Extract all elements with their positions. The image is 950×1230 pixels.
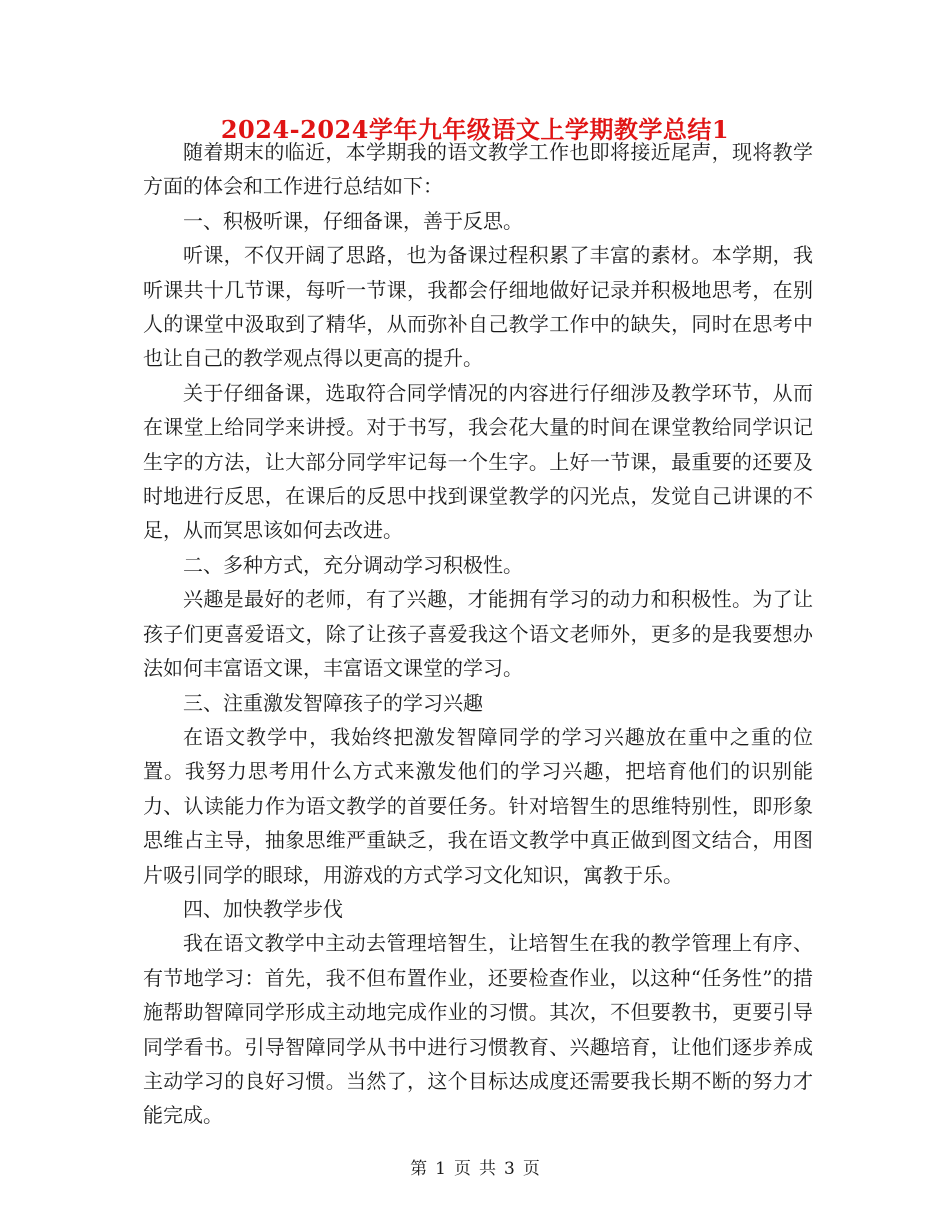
paragraph-motivation: 在语文教学中，我始终把激发智障同学的学习兴趣放在重中之重的位置。我努力思考用什么方式来激发他们的学习兴趣，把培育他们的识别能力、认读能力作为语文教学的首要任务。针对培智生的思维特别性，即形象思维占主导，抽象思维严重缺乏，我在语文教学中真正做到图文结合，用图片吸引同学的眼球，用游戏的方式学习文化知识，寓教于乐。 <box>143 724 813 887</box>
footer-page-label: 页 <box>454 1159 471 1179</box>
section-heading-4: 四、加快教学步伐 <box>183 896 343 921</box>
section-heading-1: 一、积极听课，仔细备课，善于反思。 <box>183 208 523 233</box>
paragraph-listening: 听课，不仅开阔了思路，也为备课过程积累了丰富的素材。本学期，我听课共十几节课，每听一节课，我都会仔细地做好记录并积极地思考，在别人的课堂中汲取到了精华，从而弥补自己教学工作中的缺失，同时在思考中也让自己的教学观点得以更高的提升。 <box>143 243 813 371</box>
section-heading-3: 三、注重激发智障孩子的学习兴趣 <box>183 690 483 715</box>
footer-suffix: 页 <box>522 1159 540 1179</box>
footer-prefix: 第 <box>410 1159 428 1179</box>
footer-current-page: 1 <box>435 1159 446 1179</box>
paragraph-intro: 随着期末的临近，本学期我的语文教学工作也即将接近尾声，现将教学方面的体会和工作进行总结如下： <box>143 140 813 199</box>
document-title: 2024-2024学年九年级语文上学期教学总结1 <box>220 115 730 144</box>
footer-total-label: 共 <box>479 1159 496 1179</box>
page-footer <box>0 1154 950 1179</box>
paragraph-preparation: 关于仔细备课，选取符合同学情况的内容进行仔细涉及教学环节，从而在课堂上给同学来讲授。对于书写，我会花大量的时间在课堂教给同学识记生字的方法，让大部分同学牢记每一个生字。上好一节课，最重要的还要及时地进行反思，在课后的反思中找到课堂教学的闪光点，发觉自己讲课的不足，从而冥思该如何去改进。 <box>143 380 813 543</box>
footer-total-pages: 3 <box>504 1159 515 1179</box>
paragraph-management: 我在语文教学中主动去管理培智生，让培智生在我的教学管理上有序、有节地学习：首先，我不但布置作业，还要检查作业，以这种“任务性”的措施帮助智障同学形成主动地完成作业的习惯。其次，不但要教书，更要引导同学看书。引导智障同学从书中进行习惯教育、兴趣培育，让他们逐步养成主动学习的良好习惯。当然了，这个目标达成度还需要我长期不断的努力才能完成。 <box>143 931 813 1128</box>
document-body <box>143 135 813 1133</box>
section-heading-2: 二、多种方式，充分调动学习积极性。 <box>183 552 523 577</box>
paragraph-interest: 兴趣是最好的老师，有了兴趣，才能拥有学习的动力和积极性。为了让孩子们更喜爱语文，除了让孩子喜爱我这个语文老师外，更多的是我要想办法如何丰富语文课，丰富语文课堂的学习。 <box>143 587 813 681</box>
